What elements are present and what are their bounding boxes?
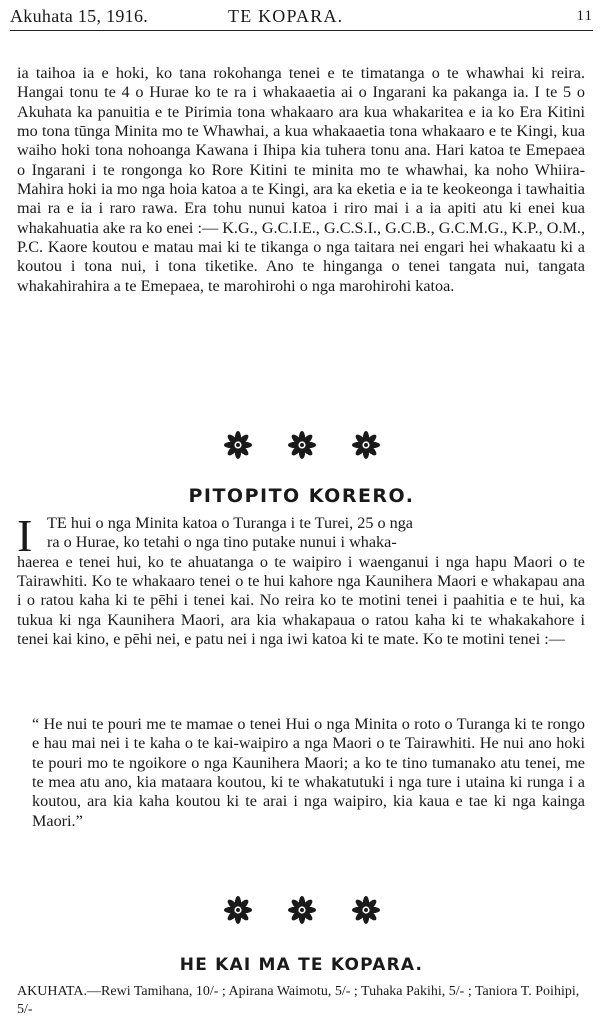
flower-ornament-icon <box>287 430 317 460</box>
section-heading-pitopito: PITOPITO KORERO. <box>188 485 415 507</box>
lead-body: haerea e tenei hui, ko te ahuatanga o te waipiro i waenganui i nga hapu Maori o te Tairawhiti. Ko te whakaaro tenei o te hui kahore nga Kaunihera Maori e whakapau ana i o ratou kaha ki te pēhi i tenei kai. No reira ko te motini tenei i paahitia e te hui, ka tukua ki nga Kaunihera Maori, ara kia whakapaua o ratou kaha ki te whakakahore i tenei kai kino, e pēhi nei, e patu nei i nga iwi katoa ki te mate. Ko te motini tenei :— <box>17 552 585 649</box>
motion-quote: “ He nui te pouri me te mamae o tenei Hui o nga Minita o roto o Turanga ki te rongo e hau mai nei i te kaha o te kai-waipiro a nga Maori o te Tairawhiti. He nui ano hoki te pouri mo te ngoikore o nga Kaunihera Maori; a ko te tino tumanako atu tenei, me te mea atu ano, kia mataara koutou, ki te whakatutuki i nga ture i utaina ki runga i a koutou, ara kia kaha koutou ki te arai i nga waipiro, kia kaua e tae ki nga kainga Maori.” <box>32 715 585 830</box>
ornament-divider <box>0 430 603 462</box>
flower-ornament-icon <box>351 895 381 925</box>
issue-date: Akuhata 15, 1916. <box>10 5 149 26</box>
lead-second-line: ra o Hurae, ko tetahi o nga tino putake nunui i whaka- <box>47 533 397 552</box>
drop-cap: I <box>17 510 33 561</box>
acknowledgement-text: AKUHATA.—Rewi Tamihana, 10/- ; Apirana Waimotu, 5/- ; Tuhaka Pakihi, 5/- ; Taniora T. Poihipi, 5/- <box>17 984 580 1017</box>
publication-title: TE KOPARA. <box>228 5 344 26</box>
flower-ornament-icon <box>223 430 253 460</box>
page-number: 11 <box>576 7 593 24</box>
flower-ornament-icon <box>351 430 381 460</box>
ornament-divider <box>0 895 603 927</box>
running-head <box>10 2 593 31</box>
section-heading-kai: HE KAI MA TE KOPARA. <box>179 955 424 975</box>
flower-ornament-icon <box>287 895 317 925</box>
news-article <box>17 510 585 649</box>
flower-ornament-icon <box>223 895 253 925</box>
lead-first-line: TE hui o nga Minita katoa o Turanga i te Turei, 25 o nga <box>47 514 413 532</box>
news-lead-paragraph <box>17 510 585 649</box>
article-paragraph: ia taihoa ia e hoki, ko tana rokohanga tenei e te timatanga o te whawhai ki reira. Hangai tonu te 4 o Hurae ko te ra i whakaaetia ai o Ingarani ka pakanga ia. I te 5 o Akuhata ka panuitia e te Pirimia tona whakaaro ara kua whakaritea e ia ko Era Kitini mo tona tūnga Minita mo te Whawhai, a kua whakaaetia tona whakaaro e te Kingi, kua waiho hoki tona nohoanga Kawana i Ihipa kia tuhera tonu ana. Hari katoa te Emepaea o Ingarani i te rongonga ko Rore Kitini te minita mo te whawhai, ka noho Whiira-Mahira hoki ia mo nga hoia katoa a te Kingi, ara ka eketia e ia te keokeonga i tawhaitia mai ra e ia i raro rawa. Era tohu nunui katoa i riro mai i a ia apiti atu ki enei kua whakahuatia ake ra ko enei :— K.G., G.C.I.E., G.C.S.I., G.C.B., G.C.M.G., K.P., O.M., P.C. Kaore koutou e matau mai ki te tikanga o nga taitara nei engari hei whakaatu ki a koutou i tona nui, i tona tiketike. Ano te hinganga o tenei tangata nui, tangata whakahirahira a te Emepaea, te marohirohi o nga marohirohi katoa. <box>17 64 585 295</box>
